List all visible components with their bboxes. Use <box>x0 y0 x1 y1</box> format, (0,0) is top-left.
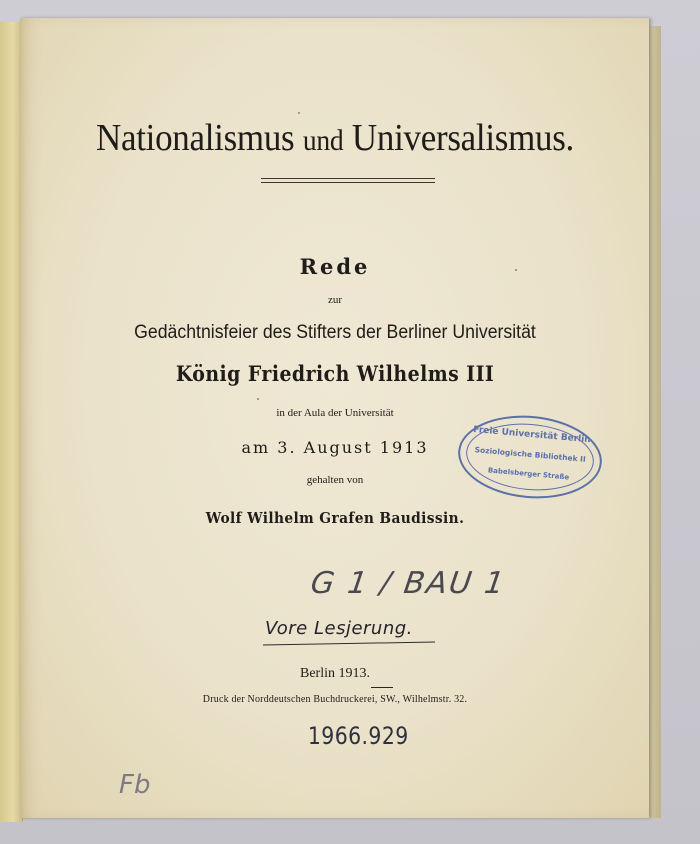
stamp-line-3: Babelsberger Straße <box>487 466 570 482</box>
stamp-line-2: Soziologische Bibliothek II <box>474 445 587 464</box>
library-stamp <box>455 410 606 504</box>
venue-text: in der Aula der Universität <box>276 407 394 419</box>
title-part2: Universalismus. <box>351 117 575 159</box>
imprint-place-year: Berlin 1913. <box>300 666 370 681</box>
founder-name: König Friedrich Wilhelms III <box>175 361 495 386</box>
title-part1: Nationalismus <box>95 117 295 159</box>
printer-line: Druck der Norddeutschen Buchdruckerei, SW., Wilhelmstr. 32. <box>202 694 468 705</box>
stamp-line-1: Freie Universität Berlin <box>472 424 592 446</box>
author-name: Wolf Wilhelm Grafen Baudissin. <box>205 509 465 527</box>
handwritten-underline <box>263 641 435 645</box>
handwritten-accession-number: 1966.929 <box>307 722 409 750</box>
title-rule-top <box>261 178 435 179</box>
title-conjunction: und <box>302 124 344 157</box>
page-title <box>46 116 624 160</box>
imprint-underline <box>371 687 393 688</box>
paper-speck <box>257 398 259 400</box>
title-page <box>20 18 649 818</box>
handwritten-initials: Fb <box>119 770 151 800</box>
paper-speck <box>298 112 300 114</box>
handwritten-shelfmark: G 1 / BAU 1 <box>308 566 509 601</box>
handwritten-note: Vore Lesjerung. <box>265 618 413 639</box>
occasion-text: Gedächtnisfeier des Stifters der Berliner Universität <box>134 322 536 343</box>
held-by-text: gehalten von <box>306 474 364 486</box>
connector-text: zur <box>327 294 343 306</box>
booklet <box>0 18 664 818</box>
title-rule-bottom <box>261 182 435 183</box>
speech-date: am 3. August 1913 <box>241 438 429 457</box>
genre-heading: Rede <box>299 254 371 279</box>
